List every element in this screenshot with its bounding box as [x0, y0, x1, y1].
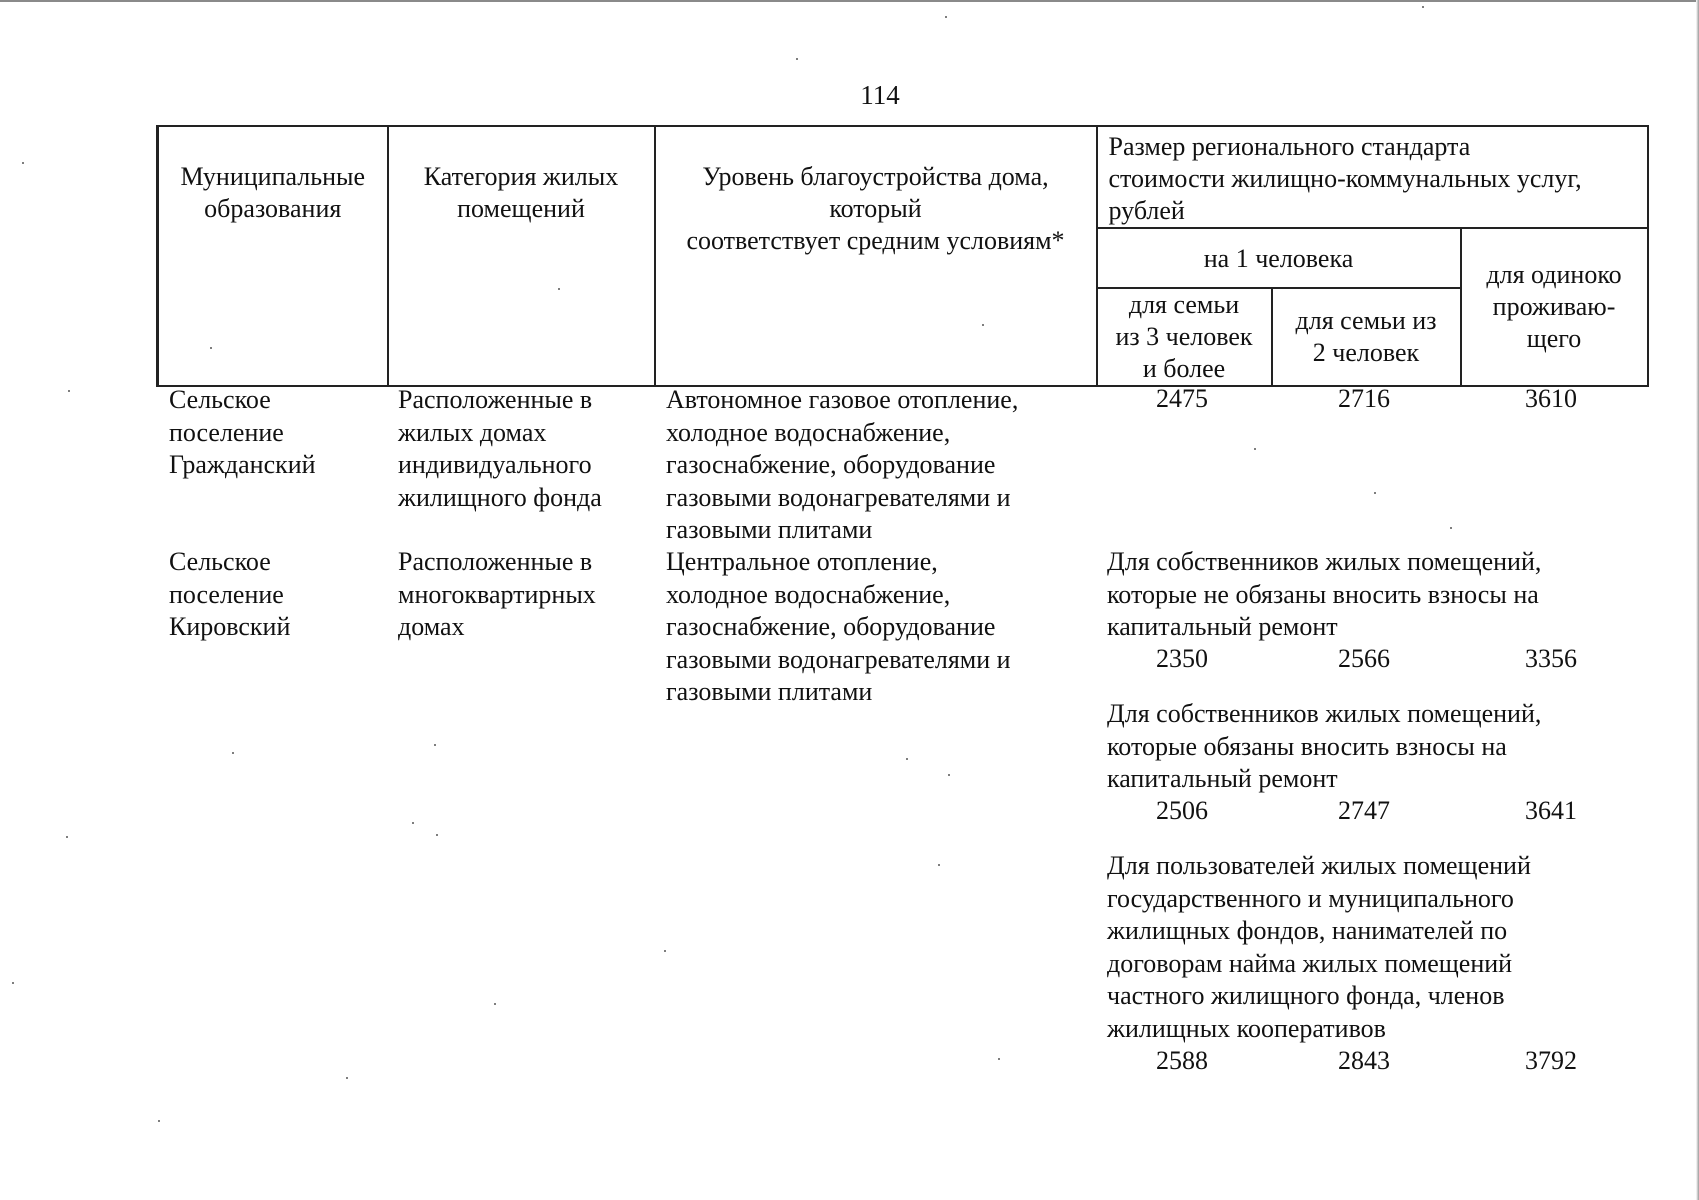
header-municipalities-label: Муниципальные образования	[180, 162, 366, 223]
scan-speck	[436, 834, 438, 836]
row-1-municipality: Сельское поселение Гражданский	[169, 385, 316, 479]
header-category-label: Категория жилых помещений	[423, 162, 619, 223]
row-2-group-2-value-family-2: 2747	[1338, 796, 1390, 825]
scan-speck	[945, 16, 947, 18]
row-2-category: Расположенные в многоквартирных домах	[398, 547, 596, 641]
scan-speck	[12, 982, 14, 984]
scan-speck	[664, 950, 666, 952]
header-municipalities	[158, 126, 388, 386]
row-2-group-1-value-family-2: 2566	[1338, 644, 1390, 673]
scan-speck	[346, 1077, 348, 1079]
header-standard-size-label: Размер регионального стандарта стоимости жилищно-коммунальных услуг, рублей	[1108, 132, 1582, 225]
row-1-value-single: 3610	[1525, 384, 1577, 413]
scan-speck	[1450, 527, 1452, 529]
scan-speck	[158, 1120, 160, 1122]
scan-speck	[998, 1058, 1000, 1060]
header-family-3	[1097, 288, 1272, 386]
scan-speck	[982, 324, 984, 326]
scan-speck	[558, 288, 560, 290]
scan-speck	[412, 822, 414, 824]
row-2-group-3-value-single: 3792	[1525, 1046, 1577, 1075]
scan-speck	[1254, 448, 1256, 450]
row-2-amenities: Центральное отопление, холодное водоснабжение, газоснабжение, оборудование газовыми водонагревателями и газовыми плитами	[666, 547, 1011, 706]
row-1-category: Расположенные в жилых домах индивидуального жилищного фонда	[398, 385, 602, 512]
row-2-group-1-value-single: 3356	[1525, 644, 1577, 673]
row-2-group-3-value-family-2: 2843	[1338, 1046, 1390, 1075]
scan-speck	[210, 347, 212, 349]
scan-speck	[1374, 492, 1376, 494]
scan-speck	[906, 758, 908, 760]
scan-speck	[22, 162, 24, 164]
row-2-group-2-value-single: 3641	[1525, 796, 1577, 825]
header-family-2-label: для семьи из 2 человек	[1295, 306, 1437, 367]
header-category	[388, 126, 655, 386]
scan-speck	[66, 836, 68, 838]
row-2-group-3-value-family-3: 2588	[1156, 1046, 1208, 1075]
row-1-value-family-3: 2475	[1156, 384, 1208, 413]
header-amenities	[655, 126, 1097, 386]
scan-top-edge	[0, 0, 1699, 2]
scan-speck	[1422, 6, 1424, 8]
scan-speck	[494, 1003, 496, 1005]
scan-speck	[434, 744, 436, 746]
row-2-municipality: Сельское поселение Кировский	[169, 547, 291, 641]
row-2-group-3-note: Для пользователей жилых помещений государственного и муниципального жилищных фондов, нанимателей по договорам найма жилых помещений частного жилищного фонда, членов жилищных кооперативов	[1107, 851, 1531, 1043]
scan-speck	[796, 58, 798, 60]
row-2-group-2-note: Для собственников жилых помещений, которые обязаны вносить взносы на капитальный ремонт	[1107, 699, 1542, 793]
scan-speck	[948, 774, 950, 776]
row-2-group-1-note: Для собственников жилых помещений, которые не обязаны вносить взносы на капитальный ремонт	[1107, 547, 1542, 641]
scan-speck	[938, 864, 940, 866]
header-amenities-label: Уровень благоустройства дома, который соответствует средним условиям*	[686, 162, 1065, 255]
header-single	[1461, 228, 1648, 386]
header-per-person-label: на 1 человека	[1203, 244, 1354, 273]
header-per-person	[1097, 228, 1461, 288]
header-family-2	[1272, 288, 1461, 386]
scan-speck	[68, 390, 70, 392]
row-1-amenities: Автономное газовое отопление, холодное водоснабжение, газоснабжение, оборудование газовыми водонагревателями и газовыми плитами	[666, 385, 1019, 544]
row-1-value-family-2: 2716	[1338, 384, 1390, 413]
header-family-3-label: для семьи из 3 человек и более	[1115, 290, 1253, 383]
row-2-group-2-value-family-3: 2506	[1156, 796, 1208, 825]
row-2-group-1-value-family-3: 2350	[1156, 644, 1208, 673]
header-single-label: для одиноко проживаю- щего	[1486, 260, 1622, 353]
scan-speck	[232, 752, 234, 754]
table-header	[156, 125, 1649, 387]
page-number: 114	[860, 80, 900, 110]
header-standard-size	[1097, 126, 1648, 228]
